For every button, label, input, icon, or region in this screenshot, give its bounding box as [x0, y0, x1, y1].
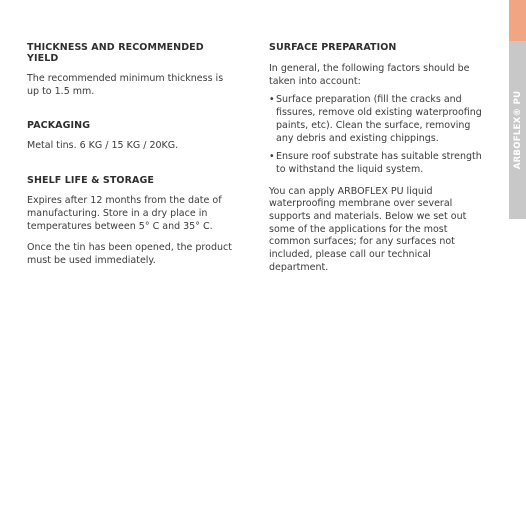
section-text: Expires after 12 months from the date of manufacturing. Store in a dry place in temperatures between 5° C and 35° C.: [27, 195, 222, 232]
section-shelf-life: [27, 175, 237, 268]
list-item: • Surface preparation (fill the cracks and fissures, remove old existing waterproofing paints, etc). Clean the surface, removing any debris and existing chippings.: [269, 94, 485, 145]
section-heading: SHELF LIFE & STORAGE: [27, 175, 154, 187]
right-column: [269, 42, 485, 281]
list-item: • Ensure roof substrate has suitable strength to withstand the liquid system.: [269, 151, 485, 176]
side-tab: [509, 41, 526, 219]
side-tab-label: ARBOFLEX® PU: [512, 90, 523, 170]
section-thickness: [27, 42, 237, 98]
section-packaging: [27, 120, 237, 153]
side-tab-accent: [509, 0, 526, 41]
left-column: [27, 42, 237, 290]
section-heading: PACKAGING: [27, 120, 91, 132]
bullet-list: [269, 94, 485, 176]
section-heading: SURFACE PREPARATION: [269, 42, 397, 53]
closing-text: You can apply ARBOFLEX PU liquid waterproofing membrane over several supports and materials. Below we set out some of the applications for the most common surfaces; for any surfaces not included, please call our technical department.: [269, 185, 467, 273]
section-text: The recommended minimum thickness is up to 1.5 mm.: [27, 73, 224, 97]
section-heading: THICKNESS AND RECOMMENDED YIELD: [27, 42, 204, 64]
section-text: Once the tin has been opened, the product must be used immediately.: [27, 242, 232, 266]
section-text: Metal tins. 6 KG / 15 KG / 20KG.: [27, 140, 179, 152]
intro-text: In general, the following factors should be taken into account:: [269, 63, 470, 87]
